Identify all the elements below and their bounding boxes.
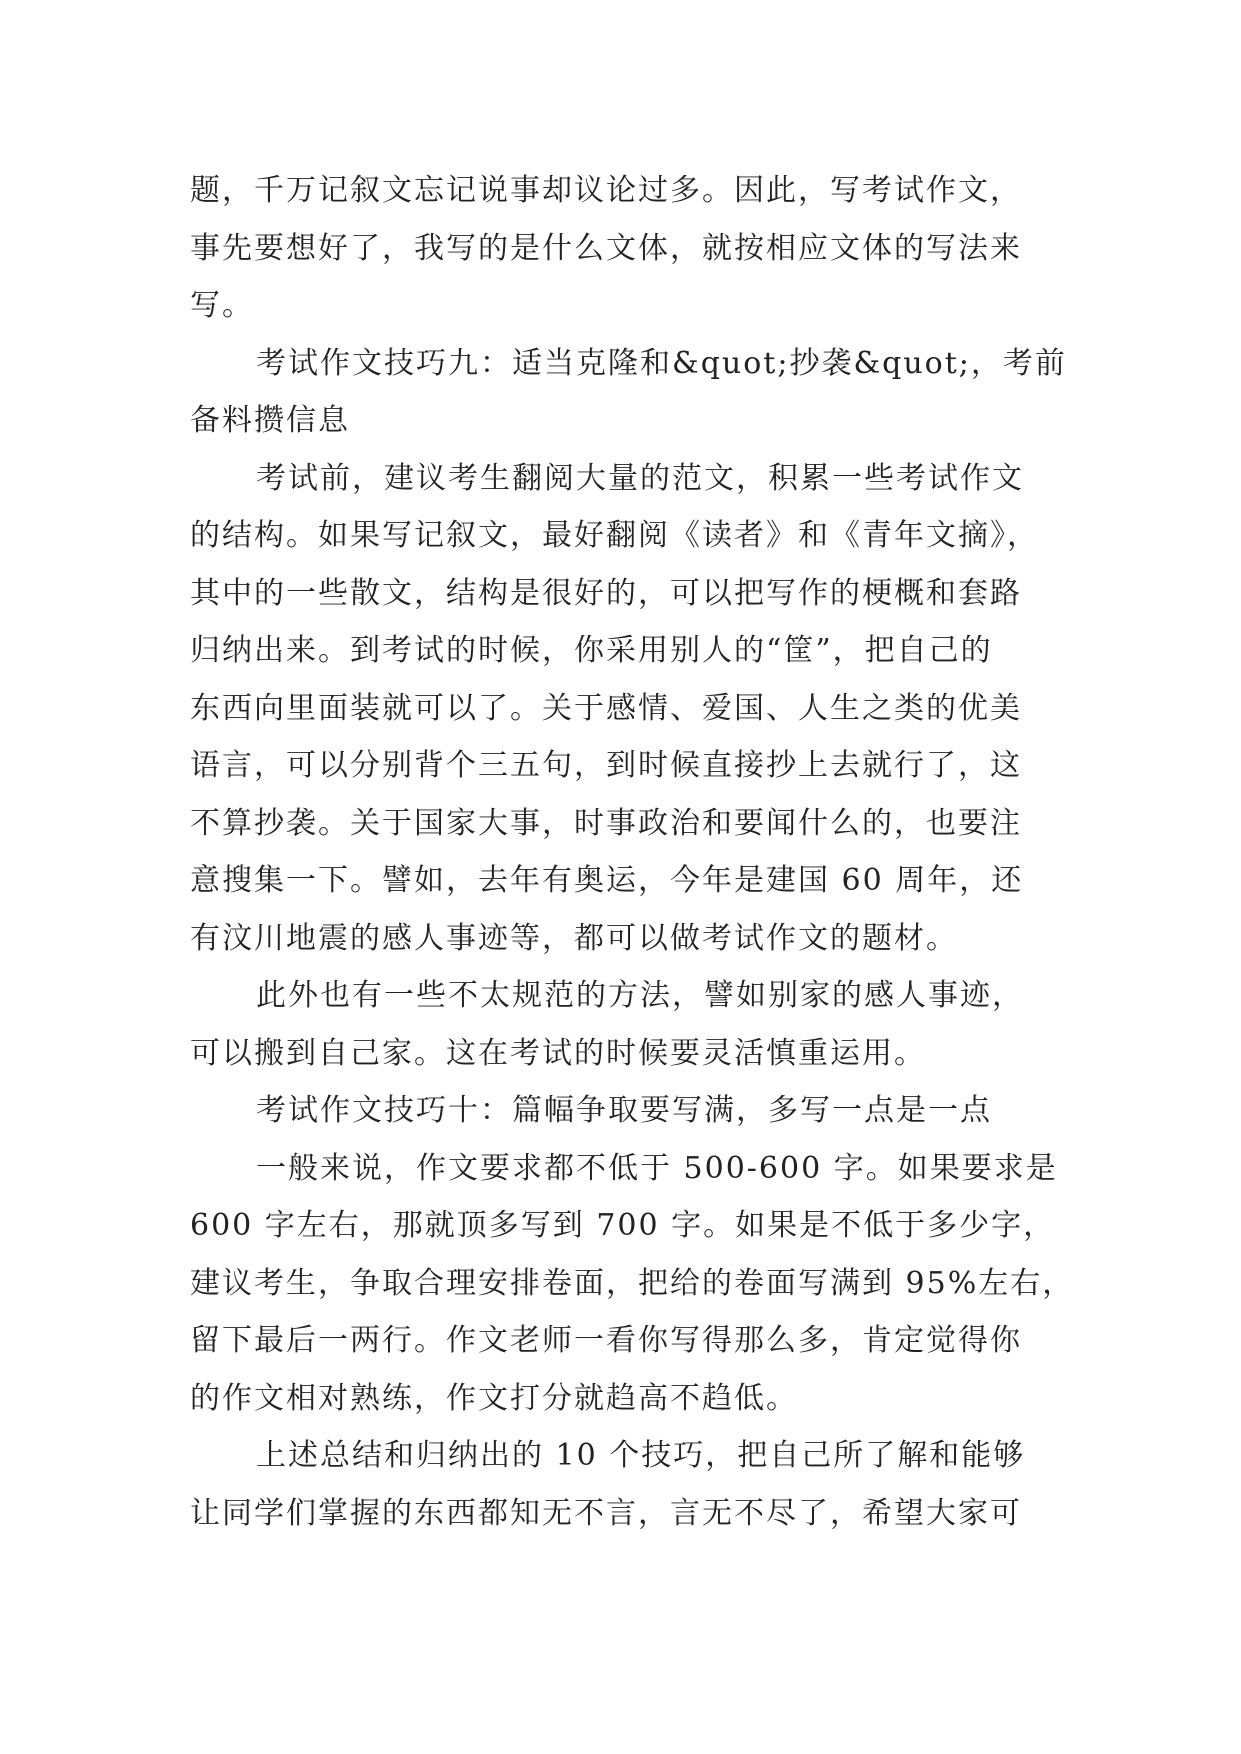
text-line: 有汶川地震的感人事迹等，都可以做考试作文的题材。 — [190, 920, 958, 956]
text-line: 考试前，建议考生翻阅大量的范文，积累一些考试作文 — [256, 460, 1024, 496]
text-line: 上述总结和归纳出的 10 个技巧，把自己所了解和能够 — [256, 1438, 1026, 1473]
body-text — [190, 162, 1075, 1542]
text-line: 考试作文技巧九：适当克隆和&quot;抄袭&quot;，考前 — [256, 345, 1067, 381]
text-line: 此外也有一些不太规范的方法，譬如别家的感人事迹， — [256, 978, 1024, 1013]
text-line: 其中的一些散文，结构是很好的，可以把写作的梗概和套路 — [190, 575, 1022, 611]
text-line: 不算抄袭。关于国家大事，时事政治和要闻什么的，也要注 — [190, 805, 1022, 841]
text-line: 题，千万记叙文忘记说事却议论过多。因此，写考试作文， — [190, 173, 1022, 208]
text-line: 的结构。如果写记叙文，最好翻阅《读者》和《青年文摘》， — [190, 518, 1039, 553]
text-line: 东西向里面装就可以了。关于感情、爱国、人生之类的优美 — [190, 690, 1022, 726]
text-line: 语言，可以分别背个三五句，到时候直接抄上去就行了，这 — [190, 748, 1022, 783]
text-line: 留下最后一两行。作文老师一看你写得那么多，肯定觉得你 — [190, 1323, 1022, 1358]
text-line: 建议考生，争取合理安排卷面，把给的卷面写满到 95%左右， — [190, 1265, 1075, 1301]
text-line: 写。 — [190, 288, 254, 323]
text-line: 意搜集一下。譬如，去年有奥运，今年是建国 60 周年，还 — [190, 863, 1024, 898]
text-line: 考试作文技巧十：篇幅争取要写满，多写一点是一点 — [256, 1093, 992, 1128]
text-line: 归纳出来。到考试的时候，你采用别人的“筐”，把自己的 — [190, 633, 993, 668]
text-line: 备料攒信息 — [190, 403, 350, 438]
text-line: 的作文相对熟练，作文打分就趋高不趋低。 — [190, 1380, 798, 1416]
text-line: 600 字左右，那就顶多写到 700 字。如果是不低于多少字， — [190, 1208, 1056, 1243]
text-line: 事先要想好了，我写的是什么文体，就按相应文体的写法来 — [190, 230, 1022, 266]
text-line: 可以搬到自己家。这在考试的时候要灵活慎重运用。 — [190, 1035, 926, 1071]
text-line: 让同学们掌握的东西都知无不言，言无不尽了，希望大家可 — [190, 1495, 1022, 1531]
text-line: 一般来说，作文要求都不低于 500-600 字。如果要求是 — [256, 1150, 1058, 1186]
